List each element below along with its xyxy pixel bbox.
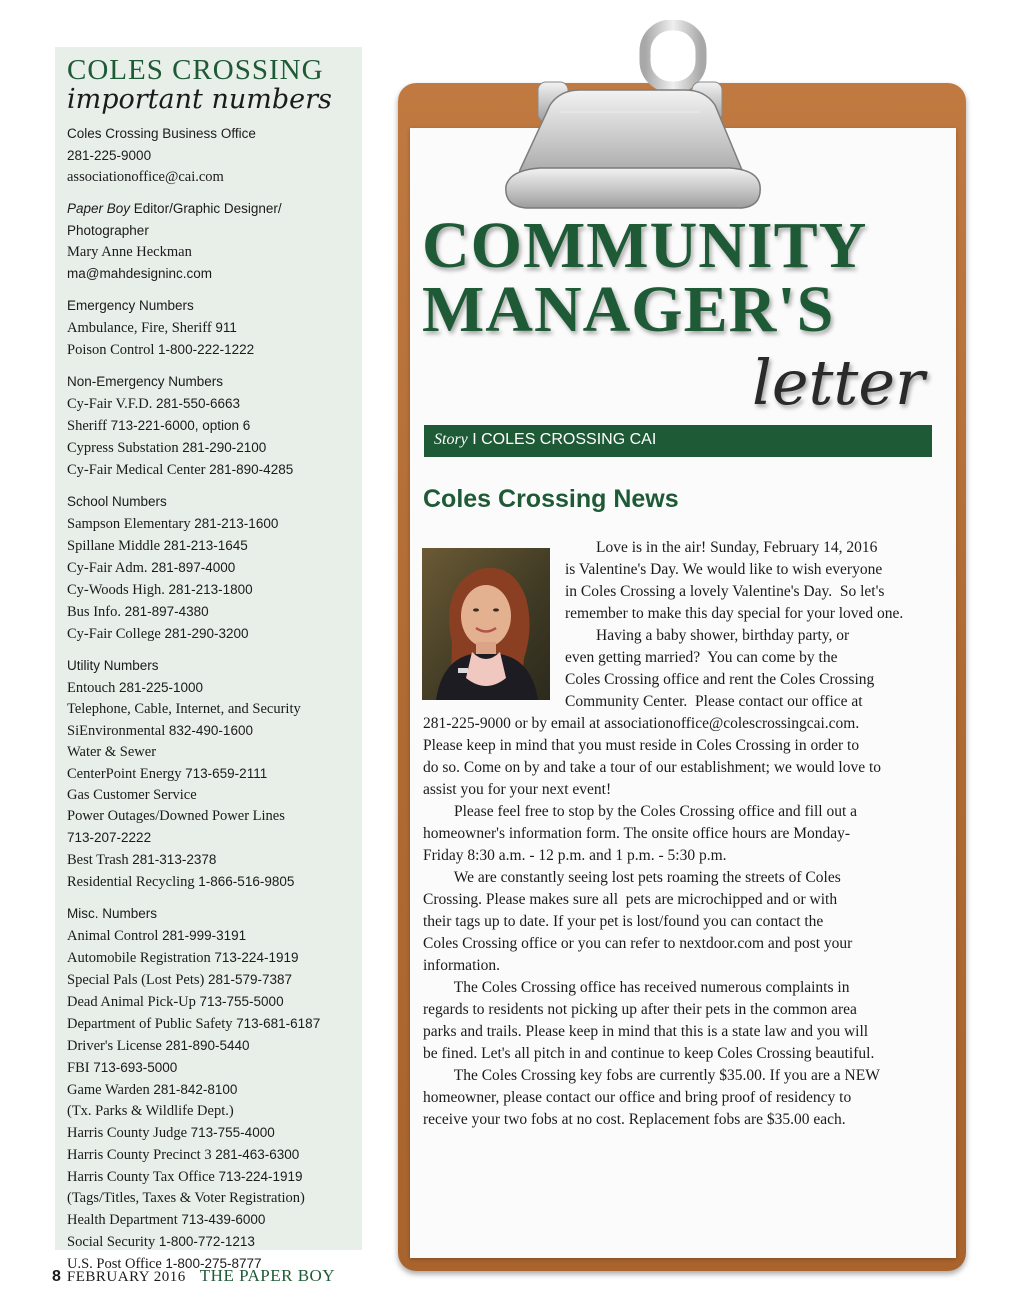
sidebar-entry: [67, 1013, 362, 1035]
sidebar-entry-number: Editor/Graphic Designer/: [130, 201, 282, 216]
sidebar-group: [67, 491, 362, 645]
sidebar-entry-number: 281-890-5440: [165, 1038, 250, 1053]
sidebar-entry: [67, 242, 362, 263]
sidebar-entry-text: Sampson Elementary: [67, 516, 195, 532]
sidebar-entry-number: 281-213-1645: [163, 538, 248, 553]
article-line: is Valentine's Day. We would like to wish everyone: [565, 561, 883, 578]
sidebar-entry-number: 832-490-1600: [168, 723, 253, 738]
sidebar-entry-text: Harris County Tax Office: [67, 1169, 219, 1185]
page-number: 8: [52, 1268, 61, 1285]
sidebar-entry-number: 713-224-1919: [214, 950, 299, 965]
article-line: Please feel free to stop by the Coles Crossing office and fill out a: [423, 803, 858, 820]
sidebar-entry-text: Best Trash: [67, 852, 133, 868]
publication-name: THE PAPER BOY: [199, 1266, 336, 1285]
sidebar-entry-text: SiEnvironmental: [67, 723, 169, 739]
sidebar-entry-number: 281-550-6663: [155, 396, 241, 411]
sidebar-entry-number: 281-313-2378: [132, 852, 217, 867]
important-numbers-sidebar: [55, 47, 362, 1272]
article-line: Friday 8:30 a.m. - 12 p.m. and 1 p.m. - 5:30 p.m.: [423, 847, 727, 864]
sidebar-entry-text: Utility Numbers: [67, 658, 159, 673]
sidebar-group-heading: [67, 295, 362, 317]
sidebar-entry-text: CenterPoint Energy: [67, 766, 186, 782]
sidebar-entry: [67, 317, 362, 339]
sidebar-group-heading: [67, 371, 362, 393]
sidebar-entry-text: (Tx. Parks & Wildlife Dept.): [67, 1103, 234, 1119]
article-line: The Coles Crossing office has received numerous complaints in: [423, 979, 850, 996]
sidebar-entry-text: Emergency Numbers: [67, 298, 194, 313]
sidebar-entry-text: FBI: [67, 1060, 94, 1076]
sidebar-entry-text: Entouch: [67, 680, 119, 696]
sidebar-entry-text: Harris County Judge: [67, 1125, 191, 1141]
sidebar-entry: [67, 827, 362, 849]
article-line: their tags up to date. If your pet is lost/found you can contact the: [423, 913, 824, 930]
article-line: in Coles Crossing a lovely Valentine's Day. So let's: [565, 583, 885, 600]
story-credit-bar: [424, 425, 932, 457]
issue-date: FEBRUARY 2016: [66, 1269, 186, 1285]
sidebar-entry-text: Harris County Precinct 3: [67, 1147, 216, 1163]
sidebar-entry-text: Coles Crossing Business Office: [67, 126, 256, 141]
article-line: Having a baby shower, birthday party, or: [565, 627, 850, 644]
sidebar-entry-text: Photographer: [67, 223, 149, 238]
sidebar-entry-number: 713-681-6187: [236, 1016, 321, 1031]
sidebar-entry: [67, 1231, 362, 1253]
sidebar-entry: [67, 145, 362, 167]
article-line: 281-225-9000 or by email at associationoffice@colescrossingcai.com.: [423, 715, 860, 732]
article-line: Crossing. Please makes sure all pets are microchipped and or with: [423, 891, 838, 908]
sidebar-entry: [67, 123, 362, 145]
sidebar-entry: [67, 339, 362, 361]
clipboard-clip-icon: [480, 20, 780, 210]
sidebar-entry: [67, 263, 362, 285]
article-title-letter: letter: [752, 346, 925, 419]
sidebar-entry-number: 1-800-222-1222: [158, 342, 255, 357]
sidebar-entry-text: Cy-Fair Medical Center: [67, 462, 210, 478]
sidebar-entry: [67, 849, 362, 871]
sidebar-entry-number: 281-579-7387: [207, 972, 293, 987]
sidebar-entry-text: Paper Boy: [67, 201, 131, 216]
article-line: Community Center. Please contact our office at: [565, 693, 863, 710]
article-body-wrapped: [565, 537, 903, 713]
article-line: remember to make this day special for your loved one.: [565, 605, 904, 622]
sidebar-entry-text: Cy-Fair Adm.: [67, 560, 152, 576]
sidebar-entry: [67, 677, 362, 699]
sidebar-entry-text: Residential Recycling: [67, 874, 199, 890]
sidebar-entry-number: 713-439-6000: [181, 1212, 266, 1227]
sidebar-entry: [67, 1101, 362, 1122]
sidebar-entry-text: 713-207-2222: [67, 830, 152, 845]
sidebar-entry-text: Spillane Middle: [67, 538, 164, 554]
sidebar-entry: [67, 437, 362, 459]
sidebar-entry-number: 713-755-5000: [199, 994, 284, 1009]
sidebar-entry-text: Department of Public Safety: [67, 1016, 237, 1032]
article-line: do so. Come on by and take a tour of our establishment; we would love to: [423, 759, 882, 776]
sidebar-entry: [67, 991, 362, 1013]
sidebar-group: [67, 371, 362, 481]
sidebar-entry-number: 281-290-2100: [182, 440, 267, 455]
sidebar-entry-text: Animal Control: [67, 928, 163, 944]
sidebar-entry-number: 281-999-3191: [162, 928, 247, 943]
sidebar-group: [67, 903, 362, 1275]
sidebar-entry-text: associationoffice@cai.com: [67, 169, 224, 185]
sidebar-entry-text: School Numbers: [67, 494, 167, 509]
sidebar-entry-text: ma@mahdesigninc.com: [67, 266, 213, 281]
sidebar-group-heading: [67, 655, 362, 677]
article-body: [423, 713, 881, 1131]
sidebar-entry: [67, 806, 362, 827]
sidebar-entry-text: U.S. Post Office: [67, 1256, 166, 1272]
sidebar-entry: [67, 557, 362, 579]
sidebar-entry-text: Cy-Fair V.F.D.: [67, 396, 156, 412]
sidebar-entry: [67, 1166, 362, 1188]
sidebar-entry-number: 713-224-1919: [218, 1169, 303, 1184]
sidebar-entry: [67, 1035, 362, 1057]
sidebar-entry: [67, 415, 362, 437]
sidebar-entry-number: 1-800-772-1213: [158, 1234, 255, 1249]
sidebar-entry-text: Gas Customer Service: [67, 787, 197, 803]
article-title-line1: COMMUNITY: [422, 209, 868, 282]
sidebar-entry-number: 281-213-1600: [194, 516, 279, 531]
sidebar-group: [67, 295, 362, 361]
article-line: Coles Crossing office and rent the Coles Crossing: [565, 671, 875, 688]
sidebar-entry: [67, 459, 362, 481]
sidebar-entry-text: Driver's License: [67, 1038, 166, 1054]
article-line: parks and trails. Please keep in mind that this is a state law and you will: [423, 1023, 869, 1040]
article-line: The Coles Crossing key fobs are currently $35.00. If you are a NEW: [423, 1067, 880, 1084]
article-headline: Coles Crossing News: [423, 485, 679, 513]
article-line: be fined. Let's all pitch in and continue to keep Coles Crossing beautiful.: [423, 1045, 875, 1062]
sidebar-entry: [67, 1122, 362, 1144]
sidebar-entry-text: Misc. Numbers: [67, 906, 158, 921]
sidebar-entry: [67, 871, 362, 893]
sidebar-entry: [67, 720, 362, 742]
sidebar-entry: [67, 1209, 362, 1231]
article-line: assist you for your next event!: [423, 781, 612, 798]
sidebar-entry: [67, 1079, 362, 1101]
sidebar-entry-number: 281-897-4380: [124, 604, 209, 619]
sidebar-groups: [67, 123, 362, 1275]
sidebar-entry-text: Automobile Registration: [67, 950, 215, 966]
sidebar-title: COLES CROSSING: [67, 54, 324, 86]
sidebar-entry-number: 1-866-516-9805: [198, 874, 295, 889]
sidebar-entry-number: 281-290-3200: [164, 626, 249, 641]
sidebar-entry-text: Mary Anne Heckman: [67, 244, 192, 260]
sidebar-entry-number: 281-890-4285: [209, 462, 294, 477]
sidebar-group: [67, 198, 362, 285]
sidebar-entry-text: (Tags/Titles, Taxes & Voter Registration): [67, 1190, 305, 1206]
sidebar-entry-text: Sheriff: [67, 418, 111, 434]
sidebar-entry: [67, 699, 362, 720]
sidebar-group-heading: [67, 198, 362, 220]
manager-portrait-image: [422, 548, 550, 700]
sidebar-entry: [67, 601, 362, 623]
sidebar-entry-text: Game Warden: [67, 1082, 154, 1098]
article-title: [422, 209, 942, 346]
sidebar-group: [67, 655, 362, 893]
sidebar-entry-text: Power Outages/Downed Power Lines: [67, 808, 285, 824]
sidebar-entry: [67, 513, 362, 535]
sidebar-entry-number: 281-842-8100: [153, 1082, 238, 1097]
sidebar-group-heading: [67, 491, 362, 513]
sidebar-entry-text: Cy-Woods High.: [67, 582, 169, 598]
article-line: regards to residents not picking up after their pets in the common area: [423, 1001, 857, 1018]
sidebar-subtitle: important numbers: [67, 84, 332, 115]
sidebar-entry-text: Cy-Fair College: [67, 626, 165, 642]
sidebar-entry-text: Water & Sewer: [67, 744, 157, 760]
sidebar-entry: [67, 535, 362, 557]
sidebar-entry-number: 713-755-4000: [190, 1125, 275, 1140]
sidebar-entry-text: Dead Animal Pick-Up: [67, 994, 200, 1010]
sidebar-entry: [67, 969, 362, 991]
sidebar-entry-number: 713-659-2111: [185, 766, 268, 781]
sidebar-entry: [67, 947, 362, 969]
article-line: Please keep in mind that you must reside in Coles Crossing in order to: [423, 737, 860, 754]
sidebar-entry: [67, 785, 362, 806]
article-line: homeowner, please contact our office and bring proof of residency to: [423, 1089, 852, 1106]
story-source: I COLES CROSSING CAI: [467, 431, 657, 448]
sidebar-entry-number: 281-213-1800: [168, 582, 253, 597]
sidebar-entry-text: Special Pals (Lost Pets): [67, 972, 208, 988]
article-line: We are constantly seeing lost pets roaming the streets of Coles: [423, 869, 841, 886]
sidebar-group-heading: [67, 903, 362, 925]
sidebar-entry: [67, 393, 362, 415]
sidebar-entry: [67, 579, 362, 601]
sidebar-group: [67, 123, 362, 188]
sidebar-entry: [67, 742, 362, 763]
sidebar-entry-text: Social Security: [67, 1234, 159, 1250]
sidebar-entry: [67, 220, 362, 242]
sidebar-entry: [67, 763, 362, 785]
sidebar-entry-text: Poison Control: [67, 342, 159, 358]
sidebar-entry-number: 713-221-6000, option 6: [110, 418, 251, 433]
sidebar-entry-number: 281-225-1000: [118, 680, 204, 695]
sidebar-entry: [67, 1057, 362, 1079]
sidebar-entry: [67, 1144, 362, 1166]
sidebar-entry: [67, 1188, 362, 1209]
sidebar-entry-number: 1-800-275-8777: [165, 1256, 262, 1271]
sidebar-entry-text: Ambulance, Fire, Sheriff: [67, 320, 216, 336]
article-line: receive your two fobs at no cost. Replacement fobs are $35.00 each.: [423, 1111, 846, 1128]
article-line: Coles Crossing office or you can refer to nextdoor.com and post your: [423, 935, 853, 952]
sidebar-entry-number: 281-463-6300: [215, 1147, 300, 1162]
sidebar-entry-number: 281-897-4000: [151, 560, 236, 575]
sidebar-entry-text: Telephone, Cable, Internet, and Security: [67, 701, 301, 717]
sidebar-entry: [67, 623, 362, 645]
story-label: Story: [434, 431, 468, 448]
sidebar-entry-text: 281-225-9000: [67, 148, 152, 163]
article-line: information.: [423, 957, 501, 974]
article-line: homeowner's information form. The onsite office hours are Monday-: [423, 825, 851, 842]
sidebar-entry-text: Non-Emergency Numbers: [67, 374, 224, 389]
article-title-line2: MANAGER'S: [422, 273, 835, 346]
sidebar-entry-text: Health Department: [67, 1212, 182, 1228]
sidebar-entry-text: Bus Info.: [67, 604, 125, 620]
manager-photo: [422, 548, 550, 700]
article-line: even getting married? You can come by the: [565, 649, 838, 666]
page-footer: [52, 1266, 335, 1290]
sidebar-entry: [67, 925, 362, 947]
article-line: Love is in the air! Sunday, February 14, 2016: [565, 539, 878, 556]
sidebar-entry-text: Cypress Substation: [67, 440, 183, 456]
sidebar-entry: [67, 167, 362, 188]
sidebar-entry-number: 911: [215, 320, 237, 335]
sidebar-entry-number: 713-693-5000: [93, 1060, 178, 1075]
